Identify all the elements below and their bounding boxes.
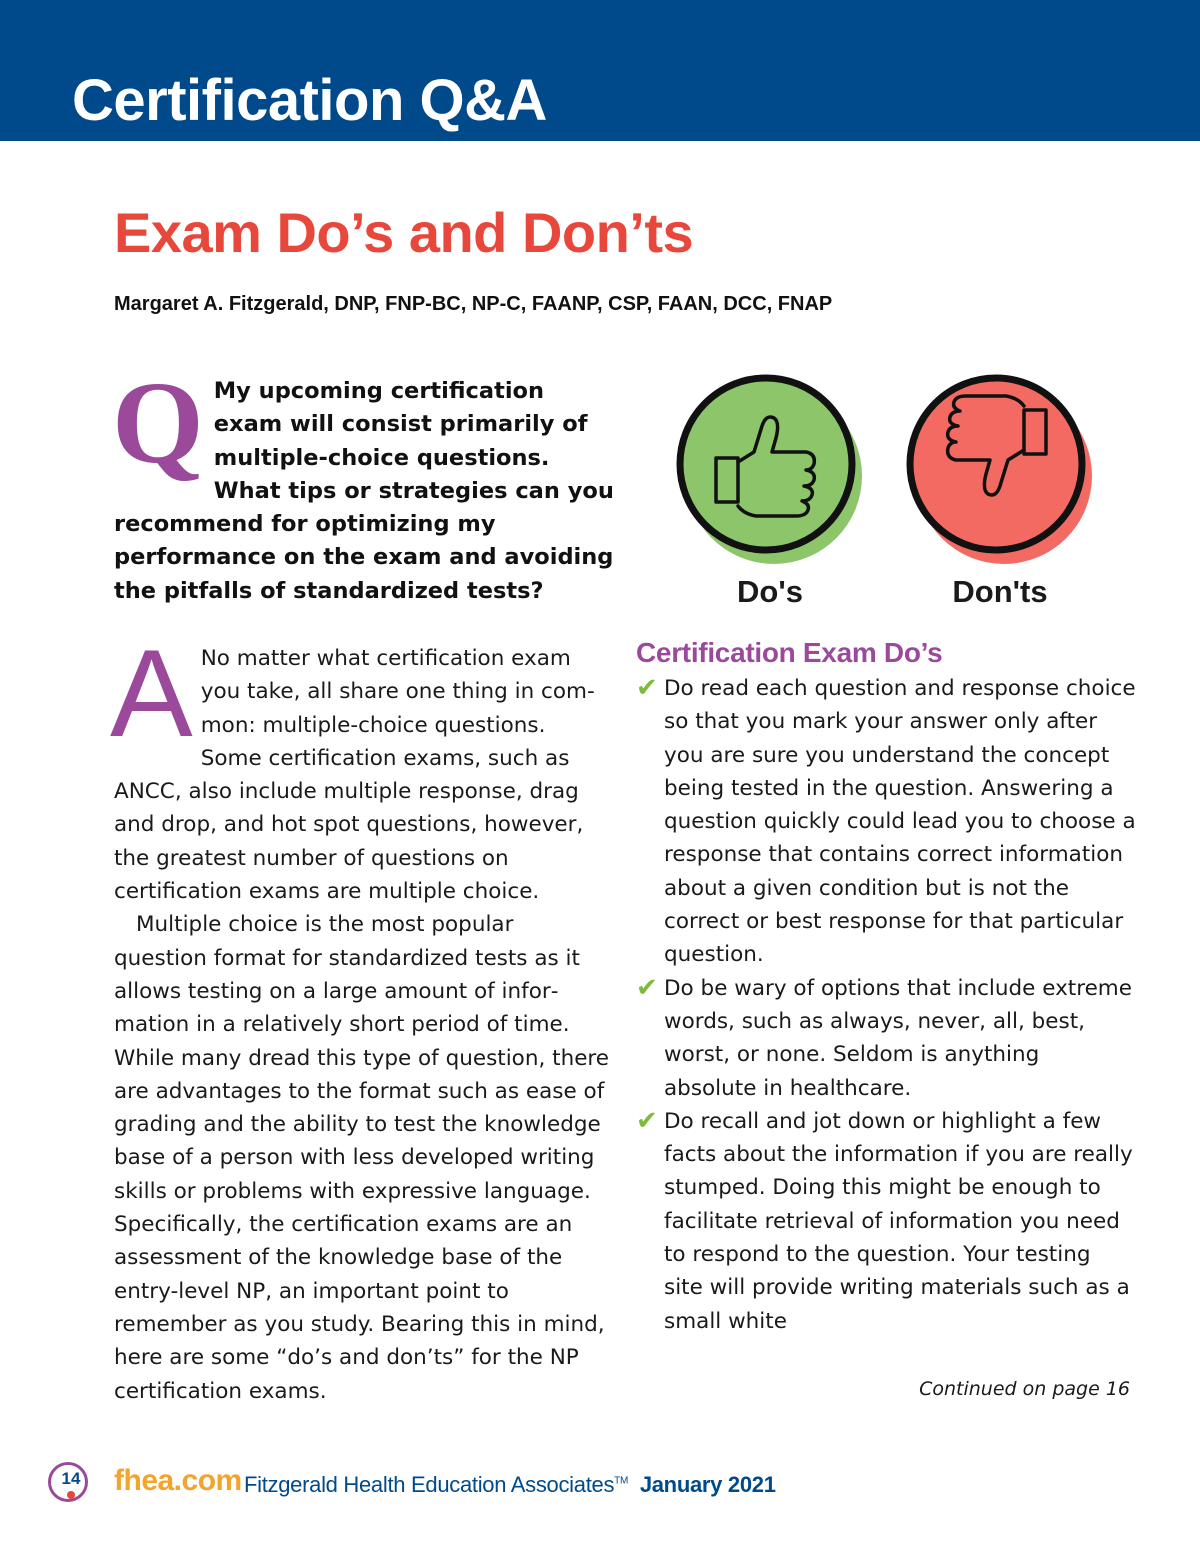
dos-label: Do's	[737, 574, 803, 609]
continued-note: Continued on page 16	[919, 1378, 1130, 1400]
header-banner	[0, 0, 1200, 141]
answer-paragraph-2: Multiple choice is the most popular question format for standardized tests as it allows testing on a large amount of information in a relatively short period of time. While many dread this type of question, there are advantages to the format such as ease of grading and the ability to test the knowledge base of a person with less developed writing skills or problems with expressive language. Specifically, the certification exams are an assessment of the knowledge base of the entry-level NP, an important point to remember as you study. Bearing this in mind, here are some “do’s and don’ts” for the NP certification exams.	[114, 912, 610, 1404]
dos-heading: Certification Exam Do’s	[636, 637, 943, 668]
section-title: Certification Q&A	[72, 68, 547, 133]
answer-paragraph-1-text: No matter what certification exam you take, all share one thing in common: multiple-choice questions. Some certification exams, such as ANCC, also include multiple response, drag and drop, and hot spot questions, however, the greatest number of questions on certification exams are multiple choice.	[114, 646, 595, 905]
thumbs-up-icon	[674, 366, 874, 566]
page-number: 14	[61, 1469, 81, 1488]
thumbs-down-graphic	[904, 366, 1104, 570]
checkmark-icon: ✔	[636, 673, 658, 703]
question-block	[112, 357, 614, 608]
list-item	[636, 972, 1136, 1105]
list-item	[636, 1105, 1136, 1338]
answer-paragraph-1	[110, 625, 610, 908]
page-footer	[48, 1462, 776, 1506]
list-item	[636, 672, 1136, 972]
badge-dot-icon	[67, 1491, 75, 1499]
organization-line	[244, 1472, 776, 1498]
organization-name: Fitzgerald Health Education Associates	[244, 1472, 615, 1497]
site-link[interactable]: fhea.com	[114, 1464, 242, 1497]
trademark-mark: TM	[614, 1475, 628, 1487]
list-item-text: Do read each question and response choice so that you mark your answer only after you are sure you understand the concept being tested in the question. Answering a question quickly could lead you to choose a response that contains correct information about a given condition but is not the correct or best response for that particular question.	[664, 676, 1136, 968]
answer-dropcap: A	[110, 625, 193, 763]
thumbs-up-graphic	[674, 366, 874, 570]
list-item-text: Do recall and jot down or highlight a few facts about the information if you are really stumped. Doing this might be enough to facilitate retrieval of information you need to respond to the question. Your testing site will provide writing materials such as a small white	[664, 1108, 1133, 1334]
author-byline: Margaret A. Fitzgerald, DNP, FNP-BC, NP-C, FAANP, CSP, FAAN, DCC, FNAP	[114, 293, 833, 315]
checkmark-icon: ✔	[636, 972, 658, 1003]
question-text: My upcoming certification exam will consist primarily of multiple-choice questions. What tips or strategies can you recommend for optimizing my performance on the exam and avoiding the pitfalls of standardized tests?	[114, 378, 614, 604]
article-title: Exam Do’s and Don’ts	[114, 201, 694, 264]
question-dropcap: Q	[112, 357, 204, 488]
checkmark-icon: ✔	[636, 1105, 658, 1136]
thumbs-down-icon	[904, 366, 1104, 566]
issue-date: January 2021	[639, 1472, 776, 1497]
list-item-text: Do be wary of options that include extreme words, such as always, never, all, best, worst, or none. Seldom is anything absolute in healthcare.	[664, 975, 1132, 1101]
dos-section	[636, 636, 1136, 1338]
answer-block	[110, 625, 610, 1408]
page-number-badge	[48, 1462, 88, 1502]
donts-label: Don'ts	[952, 574, 1048, 609]
